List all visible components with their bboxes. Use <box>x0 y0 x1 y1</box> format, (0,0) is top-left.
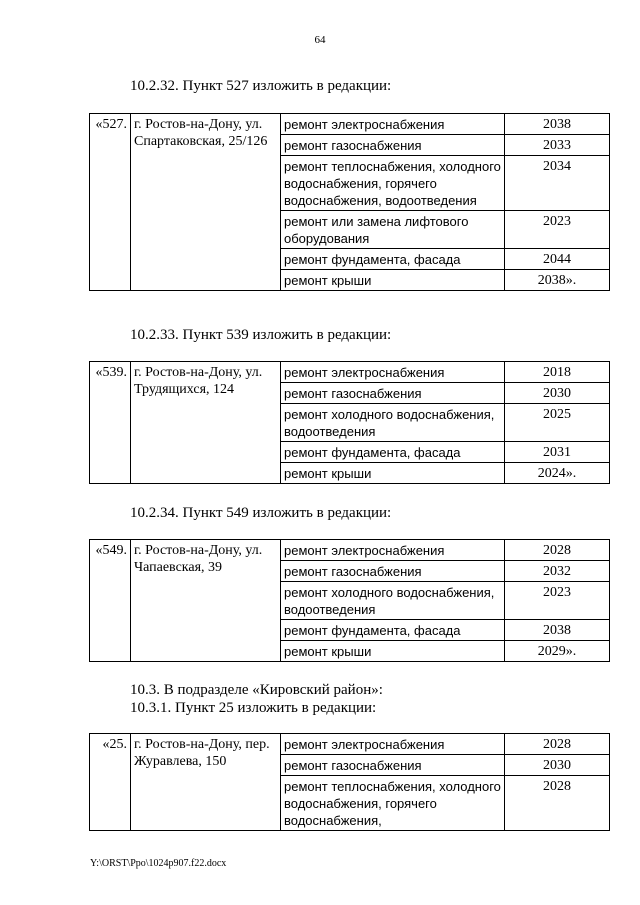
work-year: 2030 <box>505 755 610 776</box>
work-year: 2038 <box>505 114 610 135</box>
address: г. Ростов-на-Дону, ул. Чапаевская, 39 <box>131 540 281 662</box>
amendment-table <box>89 539 610 662</box>
file-path-footer: Y:\ORST\Ppo\1024p907.f22.docx <box>90 858 227 869</box>
work-type: ремонт газоснабжения <box>281 135 505 156</box>
work-year: 2018 <box>505 362 610 383</box>
item-number: «549. <box>90 540 131 662</box>
section-heading: 10.2.34. Пункт 549 изложить в редакции: <box>130 505 392 521</box>
work-year: 2031 <box>505 442 610 463</box>
work-year: 2029». <box>505 641 610 662</box>
section-heading: 10.3. В подразделе «Кировский район»: <box>130 682 383 698</box>
item-number: «539. <box>90 362 131 484</box>
work-year: 2034 <box>505 156 610 211</box>
work-year: 2038 <box>505 620 610 641</box>
work-year: 2024». <box>505 463 610 484</box>
section-heading: 10.2.32. Пункт 527 изложить в редакции: <box>130 78 392 94</box>
work-type: ремонт фундамента, фасада <box>281 442 505 463</box>
page-number: 64 <box>314 34 326 46</box>
work-year: 2023 <box>505 211 610 249</box>
work-type: ремонт газоснабжения <box>281 383 505 404</box>
work-year: 2023 <box>505 582 610 620</box>
work-type: ремонт крыши <box>281 463 505 484</box>
work-type: ремонт холодного водоснабжения, водоотведения <box>281 404 505 442</box>
work-type: ремонт электроснабжения <box>281 540 505 561</box>
work-type: ремонт газоснабжения <box>281 755 505 776</box>
work-type: ремонт холодного водоснабжения, водоотведения <box>281 582 505 620</box>
work-type: ремонт электроснабжения <box>281 114 505 135</box>
address: г. Ростов-на-Дону, пер. Журавлева, 150 <box>131 734 281 831</box>
work-year: 2028 <box>505 540 610 561</box>
work-type: ремонт крыши <box>281 270 505 291</box>
amendment-table <box>89 733 610 831</box>
work-year: 2044 <box>505 249 610 270</box>
work-type: ремонт или замена лифтового оборудования <box>281 211 505 249</box>
section-heading: 10.2.33. Пункт 539 изложить в редакции: <box>130 327 392 343</box>
work-year: 2028 <box>505 776 610 831</box>
address: г. Ростов-на-Дону, ул. Трудящихся, 124 <box>131 362 281 484</box>
section-subheading: 10.3.1. Пункт 25 изложить в редакции: <box>130 700 377 716</box>
amendment-table <box>89 361 610 484</box>
item-number: «25. <box>90 734 131 831</box>
work-type: ремонт теплоснабжения, холодного водоснабжения, горячего водоснабжения, водоотведения <box>281 156 505 211</box>
amendment-table <box>89 113 610 291</box>
work-year: 2038». <box>505 270 610 291</box>
work-type: ремонт фундамента, фасада <box>281 249 505 270</box>
work-type: ремонт газоснабжения <box>281 561 505 582</box>
address: г. Ростов-на-Дону, ул. Спартаковская, 25/126 <box>131 114 281 291</box>
work-type: ремонт электроснабжения <box>281 362 505 383</box>
work-year: 2028 <box>505 734 610 755</box>
work-year: 2032 <box>505 561 610 582</box>
work-type: ремонт крыши <box>281 641 505 662</box>
work-type: ремонт электроснабжения <box>281 734 505 755</box>
work-year: 2025 <box>505 404 610 442</box>
work-year: 2033 <box>505 135 610 156</box>
work-type: ремонт теплоснабжения, холодного водоснабжения, горячего водоснабжения, <box>281 776 505 831</box>
item-number: «527. <box>90 114 131 291</box>
work-year: 2030 <box>505 383 610 404</box>
work-type: ремонт фундамента, фасада <box>281 620 505 641</box>
